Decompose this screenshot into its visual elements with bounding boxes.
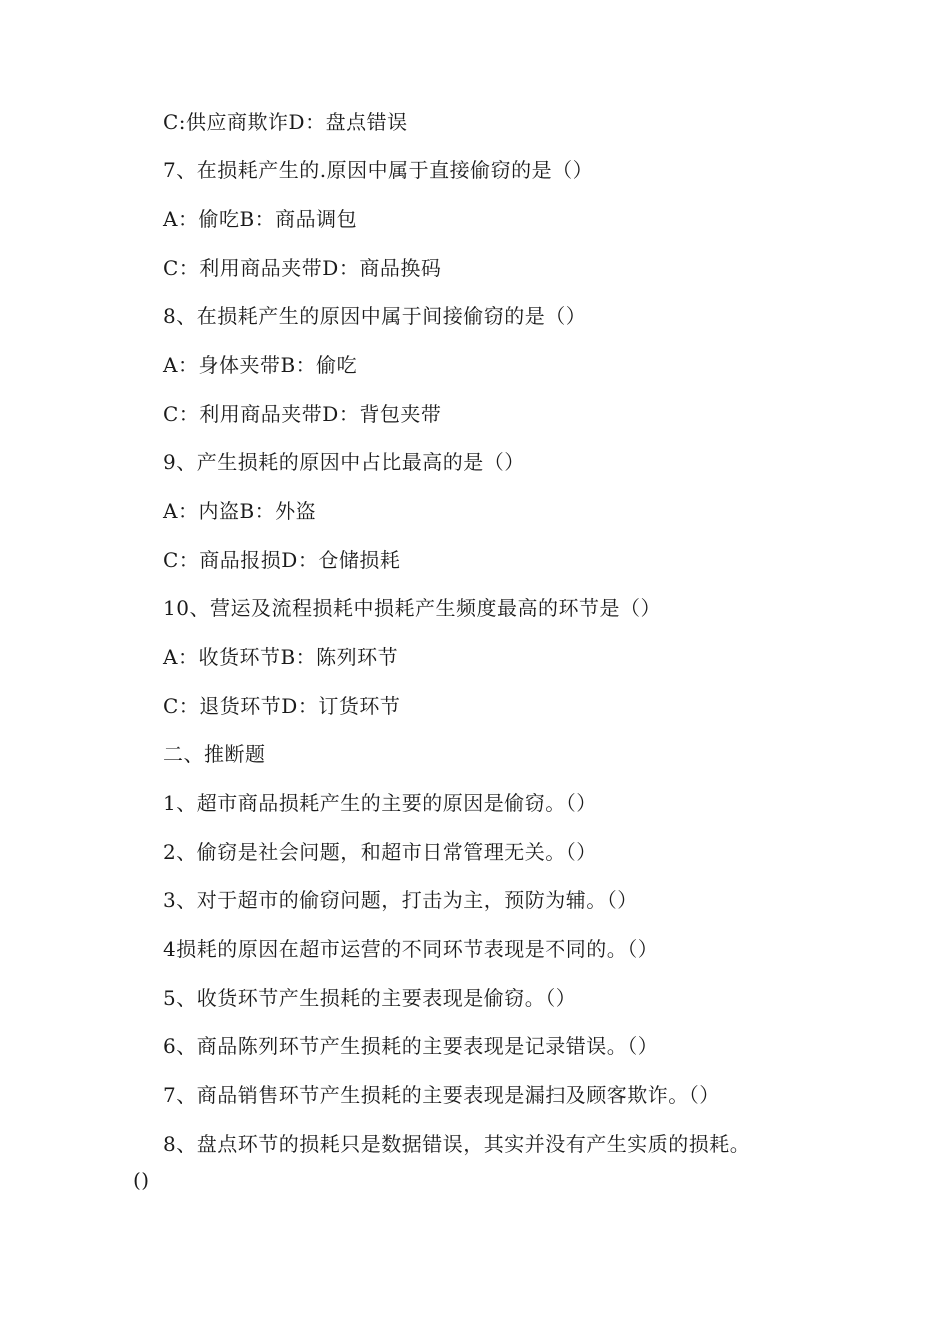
question-8-options-cd: C：利用商品夹带D：背包夹带 xyxy=(163,402,442,426)
question-10-options-cd: C：退货环节D：订货环节 xyxy=(163,694,401,718)
question-7-options-ab: A：偷吃B：商品调包 xyxy=(163,207,358,231)
judgment-1: 1、超市商品损耗产生的主要的原因是偷窃。（） xyxy=(163,791,597,815)
section-heading: 二、推断题 xyxy=(163,742,266,766)
judgment-4: 4损耗的原因在超市运营的不同环节表现是不同的。（） xyxy=(163,937,659,961)
judgment-8-continuation: () xyxy=(133,1168,150,1192)
question-9: 9、产生损耗的原因中占比最高的是（） xyxy=(163,450,525,474)
judgment-7: 7、商品销售环节产生损耗的主要表现是漏扫及顾客欺诈。（） xyxy=(163,1083,720,1107)
judgment-2: 2、偷窃是社会问题，和超市日常管理无关。（） xyxy=(163,840,597,864)
question-8: 8、在损耗产生的原因中属于间接偷窃的是（） xyxy=(163,304,587,328)
judgment-3: 3、对于超市的偷窃问题，打击为主，预防为辅。（） xyxy=(163,888,638,912)
question-7-options-cd: C：利用商品夹带D：商品换码 xyxy=(163,256,442,280)
text-line: C:供应商欺诈D：盘点错误 xyxy=(163,110,408,134)
question-9-options-cd: C：商品报损D：仓储损耗 xyxy=(163,548,401,572)
question-9-options-ab: A：内盗B：外盗 xyxy=(163,499,317,523)
question-8-options-ab: A：身体夹带B：偷吃 xyxy=(163,353,358,377)
question-7: 7、在损耗产生的.原因中属于直接偷窃的是（） xyxy=(163,158,594,182)
judgment-8: 8、盘点环节的损耗只是数据错误，其实并没有产生实质的损耗。 xyxy=(163,1132,751,1156)
question-10-options-ab: A：收货环节B：陈列环节 xyxy=(163,645,399,669)
question-10: 10、营运及流程损耗中损耗产生频度最高的环节是（） xyxy=(163,596,661,620)
judgment-6: 6、商品陈列环节产生损耗的主要表现是记录错误。（） xyxy=(163,1034,659,1058)
judgment-5: 5、收货环节产生损耗的主要表现是偷窃。（） xyxy=(163,986,577,1010)
